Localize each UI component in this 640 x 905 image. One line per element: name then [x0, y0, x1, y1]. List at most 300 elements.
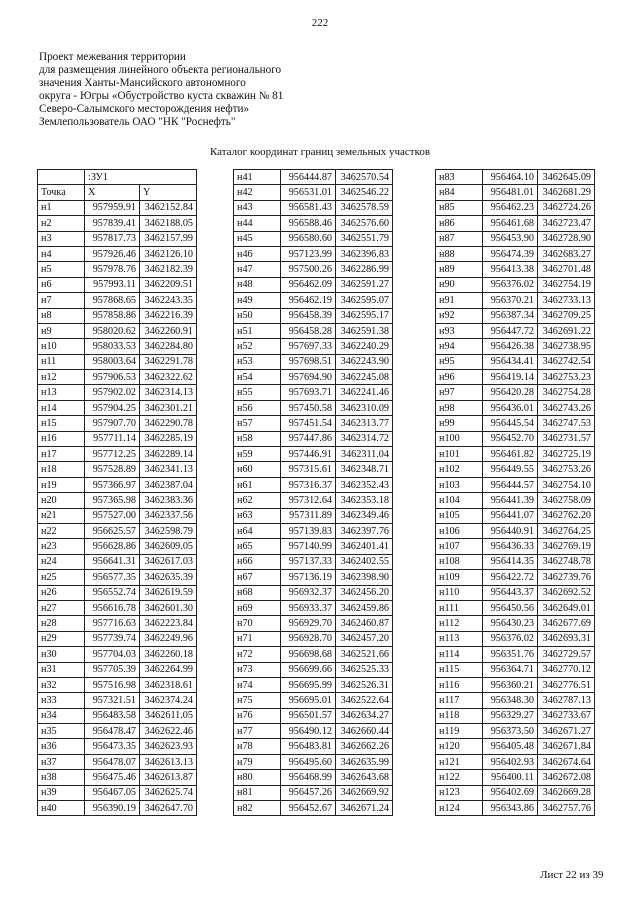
y-coordinate-cell: 3462613.13 [140, 754, 197, 769]
table-row [436, 462, 595, 477]
point-name-cell: н98 [436, 400, 483, 415]
x-coordinate-cell: 956400.11 [483, 770, 538, 785]
point-name-cell: н36 [38, 739, 85, 754]
x-coordinate-cell: 956457.26 [281, 785, 336, 800]
y-coordinate-cell: 3462623.93 [140, 739, 197, 754]
table-row [436, 631, 595, 646]
table-row [436, 231, 595, 246]
x-coordinate-cell: 956414.35 [483, 554, 538, 569]
y-coordinate-cell: 3462578.59 [336, 200, 393, 215]
y-coordinate-cell: 3462341.13 [140, 462, 197, 477]
table-row [38, 539, 197, 554]
point-name-cell: н55 [234, 385, 281, 400]
table-row [234, 554, 393, 569]
x-coordinate-cell: 957139.83 [281, 523, 336, 538]
x-coordinate-cell: 957868.65 [85, 293, 140, 308]
table-row [436, 754, 595, 769]
y-coordinate-cell: 3462182.39 [140, 262, 197, 277]
table-row [234, 370, 393, 385]
point-name-cell: н46 [234, 246, 281, 261]
header-line: значения Ханты-Мансийского автономного [39, 77, 246, 89]
y-coordinate-cell: 3462692.52 [538, 585, 595, 600]
x-coordinate-cell: 957321.51 [85, 693, 140, 708]
table-row [234, 693, 393, 708]
table-row [234, 801, 393, 816]
x-coordinate-cell: 956641.31 [85, 554, 140, 569]
x-coordinate-cell: 956443.37 [483, 585, 538, 600]
point-name-cell: н18 [38, 462, 85, 477]
table-row [436, 416, 595, 431]
x-coordinate-cell: 956420.28 [483, 385, 538, 400]
table-row [38, 677, 197, 692]
x-coordinate-cell: 957516.98 [85, 677, 140, 692]
table-row [234, 200, 393, 215]
table-row [234, 293, 393, 308]
point-name-cell: н59 [234, 447, 281, 462]
table-row [234, 185, 393, 200]
y-coordinate-cell: 3462387.04 [140, 477, 197, 492]
y-coordinate-cell: 3462748.78 [538, 554, 595, 569]
table-row [38, 323, 197, 338]
table-row [436, 570, 595, 585]
x-coordinate-cell: 957705.39 [85, 662, 140, 677]
y-coordinate-cell: 3462289.14 [140, 447, 197, 462]
x-coordinate-cell: 956588.46 [281, 216, 336, 231]
y-coordinate-cell: 3462337.56 [140, 508, 197, 523]
x-coordinate-cell: 957698.51 [281, 354, 336, 369]
point-name-cell: н62 [234, 493, 281, 508]
point-name-cell: н87 [436, 231, 483, 246]
x-coordinate-cell: 956444.57 [483, 477, 538, 492]
point-name-cell: н113 [436, 631, 483, 646]
catalog-title: Каталог координат границ земельных участков [209, 146, 431, 158]
y-coordinate-cell: 3462611.05 [140, 708, 197, 723]
point-name-cell: н102 [436, 462, 483, 477]
y-coordinate-cell: 3462725.19 [538, 447, 595, 462]
table-row [234, 708, 393, 723]
table-row [234, 770, 393, 785]
y-coordinate-cell: 3462322.62 [140, 370, 197, 385]
x-coordinate-cell: 957694.90 [281, 370, 336, 385]
table-row [436, 739, 595, 754]
point-name-cell: н97 [436, 385, 483, 400]
point-name-cell: н103 [436, 477, 483, 492]
table-row [234, 539, 393, 554]
x-coordinate-cell: 957858.86 [85, 308, 140, 323]
x-coordinate-cell: 956468.99 [281, 770, 336, 785]
y-coordinate-cell: 3462314.13 [140, 385, 197, 400]
y-coordinate-cell: 3462349.46 [336, 508, 393, 523]
x-coordinate-cell: 956478.47 [85, 724, 140, 739]
x-coordinate-cell: 958020.62 [85, 323, 140, 338]
y-coordinate-cell: 3462669.28 [538, 785, 595, 800]
point-name-cell: н60 [234, 462, 281, 477]
x-coordinate-cell: 957316.37 [281, 477, 336, 492]
y-coordinate-cell: 3462157.99 [140, 231, 197, 246]
point-name-cell: н89 [436, 262, 483, 277]
point-name-cell: н25 [38, 570, 85, 585]
point-name-cell: н117 [436, 693, 483, 708]
point-name-cell: н108 [436, 554, 483, 569]
y-coordinate-cell: 3462635.39 [140, 570, 197, 585]
x-coordinate-cell: 956475.46 [85, 770, 140, 785]
x-coordinate-cell: 956440.91 [483, 523, 538, 538]
point-name-cell: н16 [38, 431, 85, 446]
point-name-cell: н53 [234, 354, 281, 369]
table-row [234, 462, 393, 477]
point-name-cell: н95 [436, 354, 483, 369]
point-name-cell: н104 [436, 493, 483, 508]
table-row [436, 539, 595, 554]
point-name-cell: н118 [436, 708, 483, 723]
x-coordinate-cell: 956351.76 [483, 647, 538, 662]
point-name-cell: н15 [38, 416, 85, 431]
point-name-cell: н54 [234, 370, 281, 385]
y-coordinate-cell: 3462249.96 [140, 631, 197, 646]
point-name-cell: н99 [436, 416, 483, 431]
y-coordinate-cell: 3462525.33 [336, 662, 393, 677]
y-coordinate-cell: 3462601.30 [140, 600, 197, 615]
x-coordinate-cell: 956402.69 [483, 785, 538, 800]
x-coordinate-cell: 956695.01 [281, 693, 336, 708]
point-name-cell: н24 [38, 554, 85, 569]
point-name-cell: н76 [234, 708, 281, 723]
table-row [436, 370, 595, 385]
point-name-cell: н7 [38, 293, 85, 308]
coordinates-table-2 [233, 169, 393, 816]
x-coordinate-cell: 957312.64 [281, 493, 336, 508]
table-row [234, 631, 393, 646]
table-row [436, 277, 595, 292]
table-row [234, 493, 393, 508]
point-name-cell: н29 [38, 631, 85, 646]
x-coordinate-cell: 956928.70 [281, 631, 336, 646]
table-row [234, 323, 393, 338]
y-coordinate-cell: 3462397.76 [336, 523, 393, 538]
y-coordinate-cell: 3462374.24 [140, 693, 197, 708]
table-row [436, 554, 595, 569]
table-row [436, 523, 595, 538]
x-coordinate-cell: 956483.81 [281, 739, 336, 754]
y-coordinate-cell: 3462460.87 [336, 616, 393, 631]
point-name-cell: н33 [38, 693, 85, 708]
x-coordinate-cell: 956452.70 [483, 431, 538, 446]
point-name-cell: н111 [436, 600, 483, 615]
table-row [436, 801, 595, 816]
point-name-cell: н124 [436, 801, 483, 816]
table-row [436, 616, 595, 631]
table-row [436, 647, 595, 662]
table-row [234, 231, 393, 246]
point-name-cell: н119 [436, 724, 483, 739]
y-coordinate-cell: 3462291.78 [140, 354, 197, 369]
x-coordinate-cell: 956462.09 [281, 277, 336, 292]
table-row [38, 616, 197, 631]
y-coordinate-cell: 3462383.36 [140, 493, 197, 508]
table-row [234, 477, 393, 492]
table-row [38, 770, 197, 785]
point-name-cell: н80 [234, 770, 281, 785]
table-row [436, 677, 595, 692]
point-name-cell: н82 [234, 801, 281, 816]
table-row [234, 170, 393, 185]
y-coordinate-cell: 3462522.64 [336, 693, 393, 708]
x-coordinate-cell: 956458.28 [281, 323, 336, 338]
x-coordinate-cell: 956552.74 [85, 585, 140, 600]
y-coordinate-cell: 3462669.92 [336, 785, 393, 800]
table-row [436, 262, 595, 277]
point-name-cell: н67 [234, 570, 281, 585]
table-row [234, 585, 393, 600]
point-name-cell: н85 [436, 200, 483, 215]
x-coordinate-cell: 956373.50 [483, 724, 538, 739]
y-coordinate-cell: 3462757.76 [538, 801, 595, 816]
y-coordinate-cell: 3462313.77 [336, 416, 393, 431]
x-coordinate-cell: 956461.82 [483, 447, 538, 462]
x-coordinate-cell: 956436.01 [483, 400, 538, 415]
point-name-cell: н47 [234, 262, 281, 277]
x-coordinate-cell: 957123.99 [281, 246, 336, 261]
y-coordinate-cell: 3462723.47 [538, 216, 595, 231]
point-name-cell: н23 [38, 539, 85, 554]
x-coordinate-cell: 957500.26 [281, 262, 336, 277]
point-name-cell: н110 [436, 585, 483, 600]
x-coordinate-cell: 956348.30 [483, 693, 538, 708]
point-name-cell: н101 [436, 447, 483, 462]
table-row [436, 477, 595, 492]
y-coordinate-cell: 3462311.04 [336, 447, 393, 462]
point-name-cell: н64 [234, 523, 281, 538]
table-row [38, 447, 197, 462]
point-name-cell: н63 [234, 508, 281, 523]
table-row [436, 600, 595, 615]
x-coordinate-cell: 957315.61 [281, 462, 336, 477]
table-row [234, 508, 393, 523]
table-row [38, 277, 197, 292]
point-name-cell: н106 [436, 523, 483, 538]
x-coordinate-cell: 957716.63 [85, 616, 140, 631]
x-coordinate-cell: 957528.89 [85, 462, 140, 477]
x-coordinate-cell: 957817.73 [85, 231, 140, 246]
y-coordinate-cell: 3462314.72 [336, 431, 393, 446]
y-coordinate-cell: 3462595.17 [336, 308, 393, 323]
x-coordinate-cell: 957140.99 [281, 539, 336, 554]
y-coordinate-cell: 3462609.05 [140, 539, 197, 554]
y-coordinate-cell: 3462753.26 [538, 462, 595, 477]
y-coordinate-cell: 3462671.24 [336, 801, 393, 816]
table-row [234, 354, 393, 369]
y-coordinate-cell: 3462769.19 [538, 539, 595, 554]
x-coordinate-cell: 956360.21 [483, 677, 538, 692]
point-name-cell: н56 [234, 400, 281, 415]
y-coordinate-cell: 3462188.05 [140, 216, 197, 231]
table-row [436, 339, 595, 354]
point-name-cell: н43 [234, 200, 281, 215]
y-coordinate-cell: 3462595.07 [336, 293, 393, 308]
point-name-cell: н30 [38, 647, 85, 662]
x-coordinate-cell: 957366.97 [85, 477, 140, 492]
table-row [234, 600, 393, 615]
x-coordinate-cell: 956616.78 [85, 600, 140, 615]
x-coordinate-cell: 956364.71 [483, 662, 538, 677]
table-row [38, 647, 197, 662]
x-coordinate-cell: 956464.10 [483, 170, 538, 185]
table-row [38, 662, 197, 677]
y-coordinate-cell: 3462260.18 [140, 647, 197, 662]
point-name-cell: н31 [38, 662, 85, 677]
point-name-cell: н121 [436, 754, 483, 769]
point-name-cell: н92 [436, 308, 483, 323]
y-coordinate-cell: 3462318.61 [140, 677, 197, 692]
y-coordinate-cell: 3462677.69 [538, 616, 595, 631]
x-coordinate-cell: 956419.14 [483, 370, 538, 385]
point-name-cell: н75 [234, 693, 281, 708]
table-row [234, 785, 393, 800]
point-name-cell: н19 [38, 477, 85, 492]
y-coordinate-cell: 3462787.13 [538, 693, 595, 708]
x-coordinate-cell: 957450.58 [281, 400, 336, 415]
table-row [436, 385, 595, 400]
x-coordinate-cell: 957447.86 [281, 431, 336, 446]
header-line: Проект межевания территории [39, 51, 186, 63]
point-name-cell: н65 [234, 539, 281, 554]
point-name-cell: н13 [38, 385, 85, 400]
table-row [38, 477, 197, 492]
table-row [234, 739, 393, 754]
y-coordinate-cell: 3462398.90 [336, 570, 393, 585]
x-coordinate-cell: 956467.05 [85, 785, 140, 800]
page-number: 222 [311, 17, 329, 29]
point-name-cell: н12 [38, 370, 85, 385]
table-row [38, 508, 197, 523]
table-row [234, 523, 393, 538]
point-name-cell: н68 [234, 585, 281, 600]
point-name-cell: н45 [234, 231, 281, 246]
table-row [38, 631, 197, 646]
point-name-cell: н50 [234, 308, 281, 323]
point-name-cell: н94 [436, 339, 483, 354]
table-row [38, 370, 197, 385]
table-row [436, 400, 595, 415]
header-line: Землепользователь ОАО "НК "Роснефть" [39, 116, 236, 128]
point-name-cell: н91 [436, 293, 483, 308]
y-coordinate-cell: 3462243.90 [336, 354, 393, 369]
table-row [436, 662, 595, 677]
table-row [38, 754, 197, 769]
x-coordinate-cell: 956445.54 [483, 416, 538, 431]
x-coordinate-cell: 956413.38 [483, 262, 538, 277]
table-row [38, 739, 197, 754]
x-coordinate-cell: 956495.60 [281, 754, 336, 769]
point-name-cell: н84 [436, 185, 483, 200]
x-coordinate-cell: 956932.37 [281, 585, 336, 600]
point-name-cell: н9 [38, 323, 85, 338]
point-name-cell: н4 [38, 246, 85, 261]
point-name-cell: н28 [38, 616, 85, 631]
y-coordinate-cell: 3462353.18 [336, 493, 393, 508]
table-row [38, 293, 197, 308]
point-name-cell: н115 [436, 662, 483, 677]
x-header: X [85, 185, 140, 200]
table-row [234, 308, 393, 323]
x-coordinate-cell: 957704.03 [85, 647, 140, 662]
table-row [38, 493, 197, 508]
y-coordinate-cell: 3462260.91 [140, 323, 197, 338]
y-coordinate-cell: 3462622.46 [140, 724, 197, 739]
y-coordinate-cell: 3462743.26 [538, 400, 595, 415]
table-row [234, 647, 393, 662]
x-coordinate-cell: 956698.68 [281, 647, 336, 662]
table-row [38, 246, 197, 261]
point-name-cell: н41 [234, 170, 281, 185]
table-row [38, 708, 197, 723]
table-row [38, 523, 197, 538]
table-row [436, 431, 595, 446]
x-coordinate-cell: 956474.39 [483, 246, 538, 261]
table-row [38, 231, 197, 246]
x-coordinate-cell: 956481.01 [483, 185, 538, 200]
y-coordinate-cell: 3462396.83 [336, 246, 393, 261]
table-row [38, 262, 197, 277]
point-name-cell: н122 [436, 770, 483, 785]
y-coordinate-cell: 3462284.80 [140, 339, 197, 354]
x-coordinate-cell: 957446.91 [281, 447, 336, 462]
y-coordinate-cell: 3462526.31 [336, 677, 393, 692]
y-coordinate-cell: 3462286.99 [336, 262, 393, 277]
point-name-cell: н1 [38, 200, 85, 215]
table-header-row [38, 185, 197, 200]
table-row [234, 431, 393, 446]
y-coordinate-cell: 3462285.19 [140, 431, 197, 446]
point-name-cell: н69 [234, 600, 281, 615]
y-coordinate-cell: 3462672.08 [538, 770, 595, 785]
x-coordinate-cell: 957137.33 [281, 554, 336, 569]
point-name-cell: н42 [234, 185, 281, 200]
point-name-cell: н74 [234, 677, 281, 692]
table-row [234, 447, 393, 462]
x-coordinate-cell: 956929.70 [281, 616, 336, 631]
table-row [436, 770, 595, 785]
y-coordinate-cell: 3462742.54 [538, 354, 595, 369]
x-coordinate-cell: 957136.19 [281, 570, 336, 585]
x-coordinate-cell: 956531.01 [281, 185, 336, 200]
y-coordinate-cell: 3462216.39 [140, 308, 197, 323]
x-coordinate-cell: 956452.67 [281, 801, 336, 816]
table-row [436, 785, 595, 800]
x-coordinate-cell: 956436.33 [483, 539, 538, 554]
x-coordinate-cell: 956449.55 [483, 462, 538, 477]
y-coordinate-cell: 3462770.12 [538, 662, 595, 677]
y-coordinate-cell: 3462625.74 [140, 785, 197, 800]
y-coordinate-cell: 3462241.46 [336, 385, 393, 400]
table-row [234, 616, 393, 631]
point-name-cell: н114 [436, 647, 483, 662]
x-coordinate-cell: 956376.02 [483, 277, 538, 292]
point-name-cell: н17 [38, 447, 85, 462]
table-row [436, 693, 595, 708]
x-coordinate-cell: 956441.07 [483, 508, 538, 523]
x-coordinate-cell: 956426.38 [483, 339, 538, 354]
y-header: Y [140, 185, 197, 200]
point-name-cell: н105 [436, 508, 483, 523]
point-name-cell: н70 [234, 616, 281, 631]
point-name-cell: н51 [234, 323, 281, 338]
y-coordinate-cell: 3462660.44 [336, 724, 393, 739]
header-line: округа - Югры «Обустройство куста скважин № 81 [39, 90, 284, 102]
table-row [38, 693, 197, 708]
x-coordinate-cell: 956376.02 [483, 631, 538, 646]
table-row [436, 354, 595, 369]
